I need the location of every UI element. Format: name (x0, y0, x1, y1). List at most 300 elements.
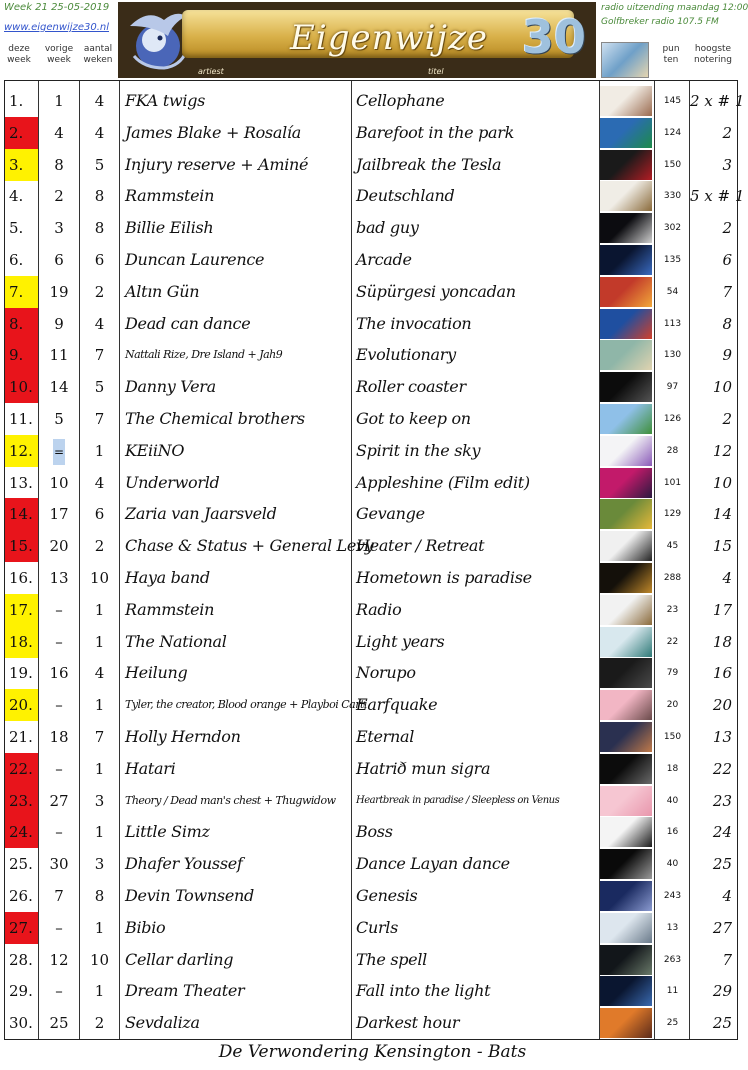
peak-position: 2 (722, 410, 732, 428)
artist-name: Chase & Status + General Levy (125, 536, 374, 556)
peak-position: 14 (712, 505, 732, 524)
weeks-in-chart: 10 (89, 569, 110, 587)
song-title: bad guy (356, 218, 419, 238)
this-week-position: 5. (9, 219, 24, 238)
artist-name: Dead can dance (125, 313, 251, 333)
this-week-position: 13. (9, 473, 33, 492)
chart-entry-row (5, 689, 737, 721)
album-cover-image (600, 786, 652, 816)
artist-name: The Chemical brothers (125, 409, 305, 428)
album-cover-image (600, 1008, 652, 1038)
previous-week-position: 16 (49, 664, 69, 683)
points-value: 23 (666, 604, 679, 615)
previous-week-position: 2 (54, 187, 64, 206)
weeks-in-chart: 4 (94, 92, 105, 110)
this-week-position: 15. (5, 530, 38, 562)
points-value: 16 (666, 827, 679, 838)
peak-position: 17 (712, 600, 732, 619)
chart-entry-row (5, 371, 737, 403)
this-week-position: 24. (5, 816, 38, 848)
peak-position: 9 (722, 346, 732, 365)
peak-position: 3 (722, 155, 732, 174)
points-value: 263 (663, 954, 682, 965)
peak-position: 7 (722, 282, 732, 301)
song-title: Cellophane (356, 91, 445, 110)
song-title: Dance Layan dance (356, 854, 510, 874)
weeks-in-chart: 2 (94, 1014, 105, 1033)
album-cover-image (600, 849, 652, 879)
album-cover-image (600, 690, 652, 720)
chart-entry-row (5, 403, 737, 435)
cover-art (600, 340, 652, 370)
cover-art (600, 945, 652, 975)
this-week-position: 18. (5, 626, 38, 658)
chart-entry-row (5, 912, 737, 944)
points-value: 288 (663, 573, 682, 583)
artist-name: Dhafer Youssef (125, 854, 243, 874)
cover-art (600, 118, 652, 148)
points-value: 135 (663, 255, 682, 265)
cover-art (600, 86, 652, 116)
points-value: 40 (666, 859, 679, 870)
album-cover-image (600, 881, 652, 911)
this-week-position: 29. (9, 982, 33, 1001)
dragon-logo-icon (124, 6, 190, 74)
chart-entry-row (5, 816, 737, 848)
cover-art (600, 754, 652, 784)
weeks-in-chart: 1 (94, 823, 105, 842)
album-cover-image (600, 499, 652, 529)
previous-week-position: 7 (54, 887, 64, 905)
artist-name: Holly Herndon (125, 727, 241, 746)
weeks-in-chart: 1 (94, 759, 105, 778)
album-cover-image (600, 372, 652, 402)
cover-art (600, 468, 652, 498)
chart-entry-row (5, 244, 737, 276)
weeks-in-chart: 6 (94, 505, 105, 524)
cover-art (600, 150, 652, 180)
weeks-in-chart: 7 (94, 346, 105, 365)
album-cover-image (600, 468, 652, 498)
weeks-in-chart: 5 (94, 378, 105, 397)
album-cover-image (600, 309, 652, 339)
album-cover-image (600, 817, 652, 847)
points-value: 11 (666, 986, 679, 997)
artist-name: Nattali Rize, Dre Island + Jah9 (125, 348, 283, 362)
logo-title: Eigenwijze (290, 18, 489, 58)
artist-name: Sevdaliza (125, 1013, 200, 1033)
col-header-peak: hoogste notering (694, 44, 732, 65)
cover-art (600, 309, 652, 339)
week-date: Week 21 25-05-2019 (4, 2, 110, 13)
peak-position: 10 (712, 473, 732, 492)
col-header-weeks: aantal weken (83, 44, 113, 65)
song-title: Gevange (356, 504, 425, 524)
peak-position: 2 x # 1 (690, 92, 745, 110)
chart-entry-row (5, 339, 737, 371)
this-week-position: 14. (5, 498, 38, 530)
chart-entry-row (5, 276, 737, 308)
cover-art (600, 404, 652, 434)
album-cover-image (600, 86, 652, 116)
song-title: Jailbreak the Tesla (356, 154, 502, 174)
weeks-in-chart: 1 (94, 918, 105, 937)
album-cover-image (600, 563, 652, 593)
logo-bar (182, 10, 587, 64)
album-cover-image (600, 118, 652, 148)
weeks-in-chart: 3 (94, 855, 105, 874)
artist-name: Little Simz (125, 822, 210, 842)
peak-position: 23 (712, 791, 732, 810)
weeks-in-chart: 4 (94, 664, 105, 683)
this-week-position: 11. (9, 410, 33, 428)
chart-entry-row (5, 785, 737, 817)
broadcast-info: radio uitzending maandag 12:00 (601, 3, 748, 13)
weeks-in-chart: 2 (94, 282, 105, 301)
artist-name: Altın Gün (125, 281, 200, 301)
artist-name: James Blake + Rosalía (125, 122, 301, 142)
peak-position: 4 (722, 887, 732, 905)
artist-name: Theory / Dead man's chest + Thugwidow (125, 793, 336, 807)
previous-week-position: 30 (49, 855, 69, 874)
peak-position: 16 (712, 664, 732, 683)
chart-entry-row (5, 721, 737, 753)
previous-week-position: 20 (49, 537, 69, 556)
unchanged-marker: = (53, 439, 65, 465)
song-title: Appleshine (Film edit) (356, 472, 530, 492)
this-week-position: 19. (9, 664, 33, 683)
cover-art (600, 181, 652, 211)
peak-position: 24 (712, 823, 732, 842)
this-week-position: 8. (5, 308, 38, 340)
chart-entry-row (5, 848, 737, 880)
song-title: Hometown is paradise (356, 568, 532, 587)
previous-week-position: 9 (54, 314, 64, 333)
weeks-in-chart: 1 (94, 600, 105, 619)
points-value: 13 (666, 922, 679, 933)
points-value: 18 (666, 763, 679, 774)
this-week-position: 6. (9, 251, 24, 269)
points-value: 45 (666, 541, 679, 552)
weeks-in-chart: 10 (89, 950, 110, 969)
cover-art (600, 976, 652, 1006)
artist-name: Dream Theater (125, 981, 245, 1001)
chart-entry-row (5, 117, 737, 149)
peak-position: 29 (712, 982, 732, 1001)
peak-position: 22 (712, 759, 732, 778)
this-week-position: 20. (5, 689, 38, 721)
chart-entry-row (5, 180, 745, 212)
weeks-in-chart: 1 (94, 696, 105, 715)
website-link[interactable]: www.eigenwijze30.nl (4, 22, 109, 33)
weeks-in-chart: 4 (94, 473, 105, 492)
previous-week-position: 1 (54, 92, 64, 110)
cover-art (600, 658, 652, 688)
this-week-position: 17. (5, 594, 38, 626)
artist-name: The National (125, 631, 227, 651)
artist-name: Billie Eilish (125, 218, 214, 238)
cover-art (600, 817, 652, 847)
song-title: The spell (356, 949, 427, 969)
song-title: Eternal (356, 727, 415, 746)
peak-position: 8 (722, 314, 732, 333)
previous-week-position: 11 (49, 346, 69, 365)
previous-week-position: 13 (49, 569, 69, 587)
peak-position: 2 (722, 123, 732, 142)
weeks-in-chart: 1 (94, 632, 105, 651)
previous-week-position: 18 (49, 728, 69, 746)
title-label: titel (428, 67, 444, 76)
this-week-position: 9. (5, 339, 38, 371)
chart-entry-row (5, 1007, 737, 1039)
artist-name: Rammstein (125, 599, 215, 619)
song-title: Light years (356, 631, 445, 651)
col-header-this-week: deze week (7, 44, 31, 65)
points-value: 54 (666, 286, 679, 297)
previous-week-position: – (55, 696, 63, 715)
points-value: 129 (663, 509, 682, 520)
points-value: 145 (663, 96, 682, 106)
chart-entry-row (5, 85, 745, 117)
cover-art (600, 531, 652, 561)
this-week-position: 26. (9, 887, 33, 905)
footer-caption: De Verwondering Kensington - Bats (218, 1042, 527, 1062)
chart-entry-row (5, 149, 737, 181)
chart-table (4, 80, 745, 1040)
points-value: 40 (666, 795, 679, 806)
points-value: 101 (663, 477, 682, 488)
cover-art (600, 1008, 652, 1038)
col-header-points: pun ten (662, 44, 680, 65)
artist-name: Heilung (125, 663, 188, 683)
artist-name: Hatari (125, 758, 176, 778)
previous-week-position: 19 (49, 282, 69, 301)
peak-position: 18 (712, 632, 732, 651)
peak-position: 25 (712, 1014, 732, 1033)
song-title: Genesis (356, 886, 418, 905)
previous-week-position: – (55, 918, 63, 937)
song-title: Arcade (356, 250, 412, 269)
weeks-in-chart: 1 (94, 441, 105, 460)
album-cover-image (600, 754, 652, 784)
this-week-position: 7. (5, 276, 38, 308)
album-cover-image (600, 945, 652, 975)
peak-position: 20 (712, 696, 732, 715)
weeks-in-chart: 4 (94, 314, 105, 333)
previous-week-position: 27 (49, 791, 69, 810)
artist-label: artiest (198, 67, 224, 76)
chart-entry-row (5, 467, 737, 499)
song-title: Süpürgesi yoncadan (356, 281, 516, 301)
previous-week-position: – (55, 759, 63, 778)
cover-art (600, 372, 652, 402)
previous-week-position: 17 (49, 505, 69, 524)
weeks-in-chart: 5 (94, 155, 105, 174)
peak-position: 13 (712, 728, 732, 746)
cover-art (600, 849, 652, 879)
song-title: Spirit in the sky (356, 440, 481, 460)
this-week-position: 25. (9, 855, 33, 874)
song-title: Fall into the light (356, 981, 491, 1001)
chart-entry-row (5, 880, 737, 912)
this-week-position: 1. (9, 92, 24, 110)
station-logo-image (601, 42, 649, 78)
previous-week-position: 3 (54, 219, 64, 238)
this-week-position: 4. (9, 187, 24, 206)
chart-entry-row (5, 212, 737, 244)
album-cover-image (600, 245, 652, 275)
peak-position: 25 (712, 855, 732, 874)
artist-name: Cellar darling (125, 949, 234, 969)
weeks-in-chart: 3 (94, 791, 105, 810)
song-title: Evolutionary (356, 345, 456, 365)
cover-art (600, 245, 652, 275)
album-cover-image (600, 277, 652, 307)
this-week-position: 21. (9, 728, 33, 746)
peak-position: 7 (722, 950, 732, 969)
album-cover-image (600, 658, 652, 688)
chart-entry-row (5, 562, 737, 594)
cover-art (600, 690, 652, 720)
cover-art (600, 913, 652, 943)
album-cover-image (600, 436, 652, 466)
weeks-in-chart: 8 (94, 219, 105, 238)
artist-name: Danny Vera (125, 377, 216, 397)
weeks-in-chart: 8 (94, 887, 105, 905)
points-value: 150 (663, 732, 682, 742)
logo-banner (118, 2, 596, 78)
album-cover-image (600, 976, 652, 1006)
logo-number: 30 (522, 10, 587, 64)
artist-name: FKA twigs (125, 91, 206, 110)
album-cover-image (600, 627, 652, 657)
chart-entry-row (5, 594, 737, 626)
song-title: Deutschland (356, 186, 455, 206)
col-header-prev-week: vorige week (44, 44, 74, 65)
song-title: Darkest hour (356, 1013, 460, 1033)
peak-position: 6 (722, 251, 732, 269)
points-value: 243 (663, 891, 682, 901)
weeks-in-chart: 4 (94, 123, 105, 142)
peak-position: 12 (712, 441, 732, 460)
weeks-in-chart: 6 (94, 251, 105, 269)
album-cover-image (600, 722, 652, 752)
artist-name: Devin Townsend (125, 886, 254, 905)
artist-name: Haya band (125, 568, 210, 587)
song-title: The invocation (356, 313, 472, 333)
weeks-in-chart: 7 (94, 410, 105, 428)
weeks-in-chart: 2 (94, 537, 105, 556)
cover-art (600, 881, 652, 911)
cover-art (600, 786, 652, 816)
album-cover-image (600, 181, 652, 211)
previous-week-position (39, 435, 79, 467)
previous-week-position: 25 (49, 1014, 69, 1033)
artist-name: KEiiNO (125, 440, 185, 460)
artist-name: Rammstein (125, 186, 215, 206)
peak-position: 5 x # 1 (690, 187, 745, 206)
weeks-in-chart: 8 (94, 187, 105, 206)
previous-week-position: 6 (54, 251, 64, 269)
this-week-position: 30. (9, 1014, 33, 1033)
song-title: Radio (356, 599, 402, 619)
this-week-position: 2. (5, 117, 38, 149)
this-week-position: 3. (5, 149, 38, 181)
song-title: Norupo (356, 663, 416, 683)
song-title: Barefoot in the park (356, 122, 515, 142)
previous-week-position: 12 (49, 950, 69, 969)
points-value: 130 (663, 350, 682, 361)
song-title: Heater / Retreat (356, 536, 485, 556)
artist-name: Tyler, the creator, Blood orange + Playboi Carti (125, 698, 367, 712)
previous-week-position: 10 (49, 473, 69, 492)
artist-name: Zaria van Jaarsveld (125, 504, 277, 524)
song-title: Hatrið mun sigra (356, 758, 491, 778)
previous-week-position: – (55, 823, 63, 842)
this-week-position: 22. (5, 753, 38, 785)
previous-week-position: 5 (54, 410, 64, 428)
cover-art (600, 627, 652, 657)
this-week-position: 12. (5, 435, 38, 467)
points-value: 330 (663, 191, 682, 202)
weeks-in-chart: 7 (94, 728, 105, 746)
song-title: Earfquake (356, 695, 438, 715)
station-info: Golfbreker radio 107.5 FM (601, 17, 719, 27)
points-value: 20 (666, 700, 679, 711)
album-cover-image (600, 213, 652, 243)
song-title: Curls (356, 917, 399, 937)
points-value: 150 (663, 159, 682, 170)
points-value: 22 (666, 636, 679, 647)
points-value: 126 (663, 414, 682, 424)
album-cover-image (600, 595, 652, 625)
previous-week-position: 8 (54, 155, 64, 174)
cover-art (600, 436, 652, 466)
chart-entry-row (5, 498, 737, 530)
this-week-position: 16. (9, 569, 33, 587)
artist-name: Underworld (125, 472, 220, 492)
points-value: 97 (666, 382, 679, 393)
previous-week-position: 4 (54, 123, 64, 142)
song-title: Roller coaster (356, 377, 466, 397)
album-cover-image (600, 150, 652, 180)
chart-header (0, 0, 748, 80)
weeks-in-chart: 1 (94, 982, 105, 1001)
album-cover-image (600, 913, 652, 943)
artist-name: Injury reserve + Aminé (125, 154, 309, 174)
song-title: Boss (356, 822, 393, 842)
chart-entry-row (5, 944, 737, 976)
album-cover-image (600, 531, 652, 561)
chart-entry-row (5, 308, 737, 340)
peak-position: 4 (722, 569, 732, 587)
previous-week-position: – (55, 600, 63, 619)
chart-entry-row (5, 753, 737, 785)
cover-art (600, 595, 652, 625)
points-value: 124 (663, 127, 682, 138)
cover-art (600, 722, 652, 752)
chart-entry-row (5, 435, 737, 467)
song-title: Heartbreak in paradise / Sleepless on Venus (356, 794, 560, 806)
peak-position: 27 (712, 918, 732, 937)
points-value: 113 (663, 318, 682, 329)
chart-entry-row (5, 975, 737, 1007)
cover-art (600, 563, 652, 593)
points-value: 79 (666, 668, 679, 679)
points-value: 28 (666, 445, 679, 456)
chart-entry-row (5, 657, 737, 689)
previous-week-position: – (55, 982, 63, 1001)
